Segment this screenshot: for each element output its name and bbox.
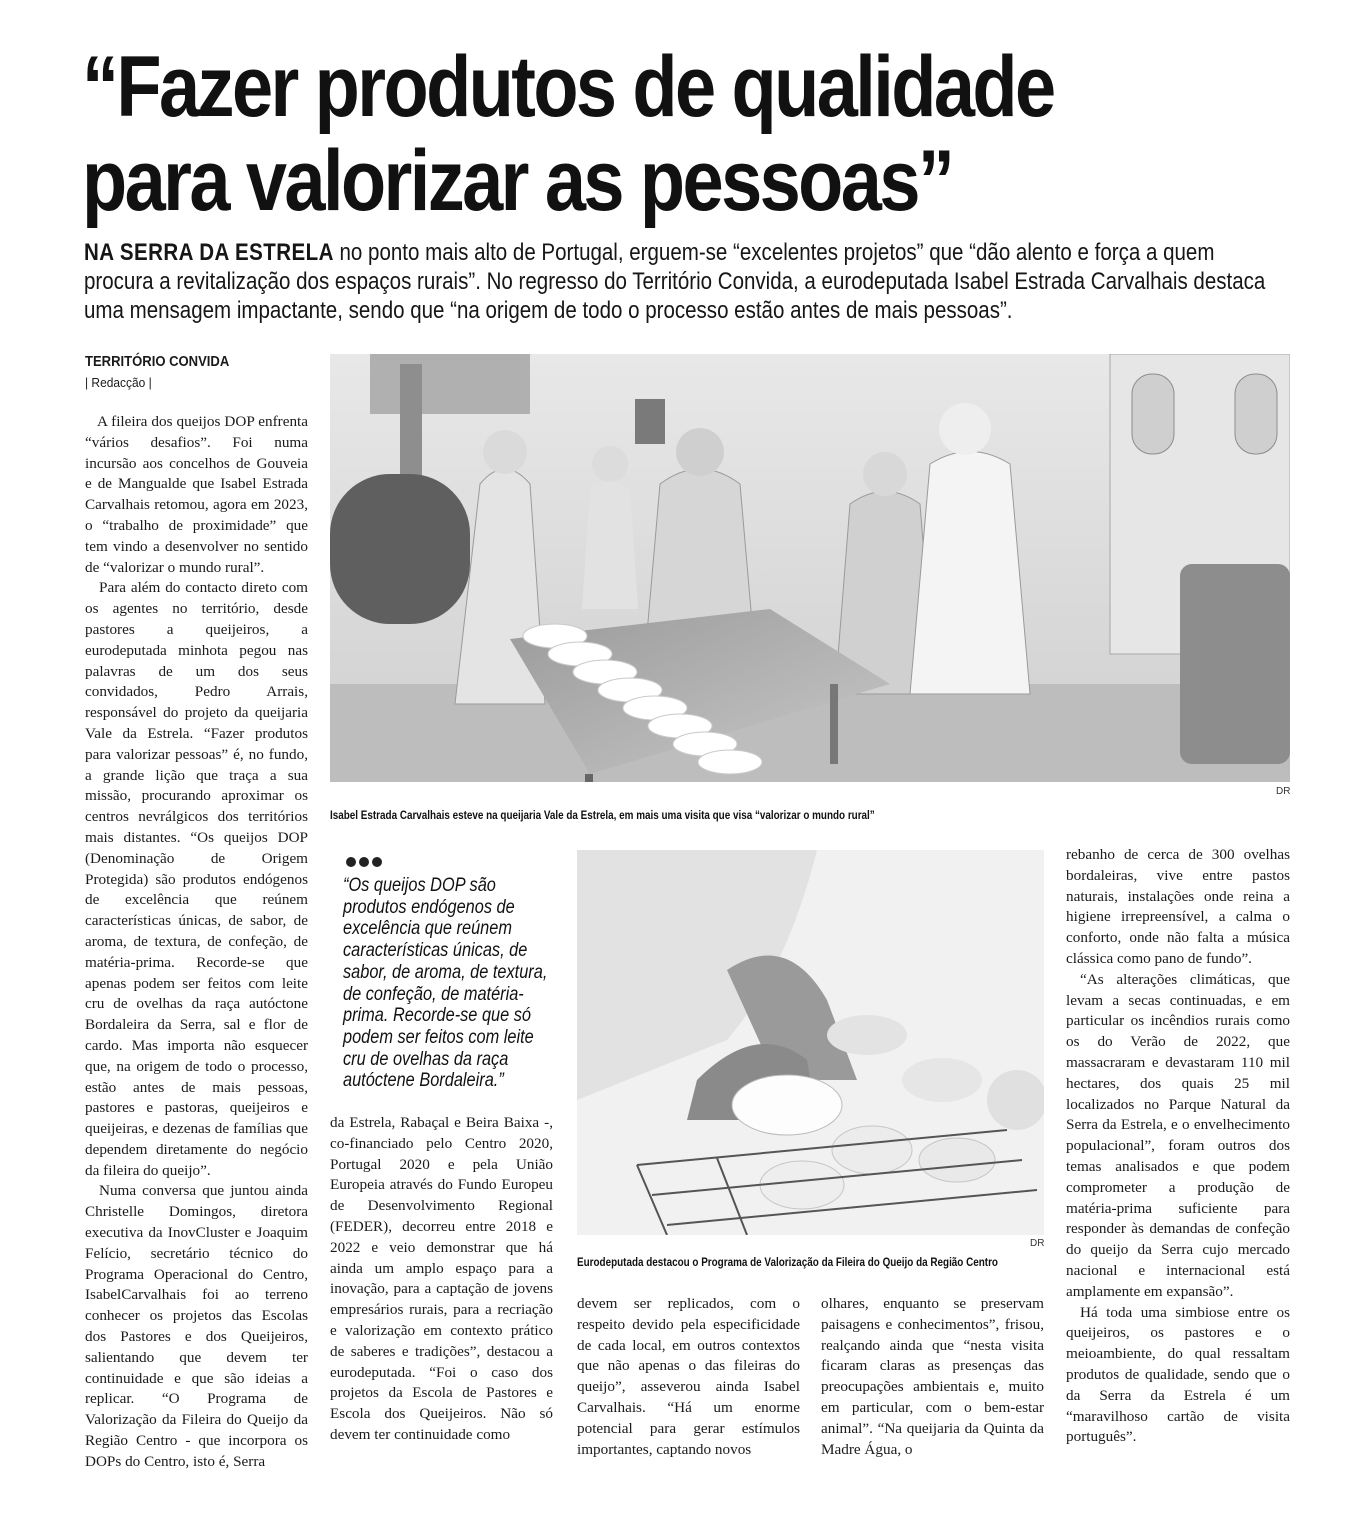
- headline-line-2: para valorizar as pessoas”: [82, 133, 953, 229]
- headline: [82, 40, 1123, 228]
- body-paragraph: “As alterações climáticas, que levam a secas continuadas, e em particular os incêndios rurais como os do Verão de 2022, que massacraram e devastaram 110 mil hectares, dos quais 25 mil localizados no Parque Natural da Serra da Estrela, e o envelhecimento populacional”, foram outros dos temas analisados e que podem comprometer a produção de matéria-prima suficiente para responder às demandas de confeção do queijo da Serra cujo mercado nacional e internacional está amplamente em expansão”.: [1066, 970, 1290, 1300]
- lead-paragraph: [84, 238, 1281, 325]
- cheese-factory-illustration: [330, 354, 1290, 782]
- cheese-hands-illustration: [577, 850, 1044, 1235]
- pull-quote: “Os queijos DOP são produtos endógenos de excelência que reúnem características únicas, de sabor, de aroma, de textura, de confeção, de matéria-prima. Recorde-se que só podem ser feitos com leite cru de ovelhas da raça autóctene Bordaleira.”: [343, 875, 548, 1092]
- body-paragraph: olhares, enquanto se preservam paisagens e conhecimentos”, frisou, realçando ainda que “nesta visita ficaram claras as presenças das preocupações ambientais e, muito em particular, com o bem-estar animal”. “Na queijaria da Quinta da Madre Água, o: [821, 1295, 1044, 1458]
- body-paragraph: Para além do contacto direto com os agentes no território, desde pastores a queijeiros, a eurodeputada minhota pegou nas palavras de um dos seus convidados, Pedro Arrais, responsável do projeto da queijaria Vale da Estrela. “Fazer produtos para valorizar pessoas” é, no fundo, a grande lição que traça a sua missão, procurando aproximar os centros nevrálgicos dos territórios mais distantes. “Os queijos DOP (Denominação de Origem Protegida) são produtos endógenos de excelência que reúnem características únicas, de sabor, de aroma, de textura, de confeção, de matéria-prima. Recorde-se que apenas podem ser feitos com leite cru de ovelhas da raça autóctone Bordaleira da Serra, sal e flor de cardo. Mas importa não esquecer que, na origem de todo o processo, estão antes de mais pessoas, pastores e pastoras, queijeiros e queijeiras, e dezenas de famílias que dependem diretamente do negócio da fileira do queijo”.: [85, 579, 308, 1179]
- quote-dots-ornament: [346, 854, 385, 872]
- photo-credit: DR: [1030, 1238, 1045, 1249]
- author-credit: | Redacção |: [85, 375, 152, 390]
- body-paragraph: devem ser replicados, com o respeito devido pela especificidade de cada local, em outros contextos que não apenas o das fileiras do queijo”, asseverou ainda Isabel Carvalhais. “Há um enorme potencial para gerar estímulos importantes, captando novos: [577, 1295, 800, 1458]
- body-column-4: [821, 1294, 1044, 1460]
- body-column-2: [330, 1113, 553, 1446]
- cheese-factory-photo: [330, 354, 1290, 782]
- lead-text: no ponto mais alto de Portugal, erguem-se “excelentes projetos” que “dão alento e força a quem procura a revitalização dos espaços rurais”. No regresso do Território Convida, a eurodeputada Isabel Estrada Carvalhais destaca uma mensagem impactante, sendo que “na origem de todo o processo estão antes de mais pessoas”.: [84, 239, 1266, 324]
- headline-line-1: “Fazer produtos de qualidade: [82, 39, 1054, 135]
- body-paragraph: A fileira dos queijos DOP enfrenta “vários desafios”. Foi numa incursão aos concelhos de Gouveia e de Mangualde que Isabel Estrada Carvalhais retomou, agora em 2023, o “trabalho de proximidade” que tem vindo a desenvolver no sentido de “valorizar o mundo rural”.: [85, 413, 308, 576]
- dot-icon: [372, 857, 382, 867]
- section-label: TERRITÓRIO CONVIDA: [85, 354, 230, 370]
- dot-icon: [359, 857, 369, 867]
- photo-caption: Isabel Estrada Carvalhais esteve na queijaria Vale da Estrela, em mais uma visita que visa “valorizar o mundo rural”: [330, 810, 875, 822]
- body-column-3: [577, 1294, 800, 1460]
- photo-credit: DR: [1276, 786, 1291, 797]
- lead-kicker: NA SERRA DA ESTRELA: [84, 239, 334, 266]
- body-column-5: [1066, 845, 1290, 1448]
- dot-icon: [346, 857, 356, 867]
- body-column-1: [85, 412, 308, 1473]
- body-paragraph: rebanho de cerca de 300 ovelhas bordaleiras, vive entre pastos naturais, instalações onde reina a higiene irrepreensível, a calma o conforto, onde não falta a música clássica como pano de fundo”.: [1066, 846, 1290, 967]
- body-paragraph: da Estrela, Rabaçal e Beira Baixa -, co-financiado pelo Centro 2020, Portugal 2020 e pela União Europeia através do Fundo Europeu de Desenvolvimento Regional (FEDER), decorreu entre 2018 e 2022 e veio demonstrar que há ainda um amplo espaço para a inovação, para a captação de jovens empresários rurais, para a recriação e valorização em contexto prático de saberes e tradições”, destacou a eurodeputada. “Foi o caso dos projetos da Escola de Pastores e Escola dos Queijeiros. Não só devem ter continuidade como: [330, 1114, 553, 1443]
- photo-caption: Eurodeputada destacou o Programa de Valorização da Fileira do Queijo da Região Centro: [577, 1257, 998, 1269]
- cheese-hands-photo: [577, 850, 1044, 1235]
- body-paragraph: Numa conversa que juntou ainda Christelle Domingos, diretora executiva da InovCluster e Joaquim Felício, secretário técnico do Programa Operacional do Centro, IsabelCarvalhais foi ao terreno conhecer os projetos das Escolas dos Pastores e dos Queijeiros, salientando que devem ter continuidade e que são ideias a replicar. “O Programa de Valorização da Fileira do Queijo da Região Centro - que incorpora os DOPs do Centro, isto é, Serra: [85, 1182, 308, 1470]
- body-paragraph: Há toda uma simbiose entre os queijeiros, os pastores e o meioambiente, do qual ressaltam produtos de qualidade, sendo que o da Serra da Estrela é um “maravilhoso cartão de visita português”.: [1066, 1303, 1290, 1446]
